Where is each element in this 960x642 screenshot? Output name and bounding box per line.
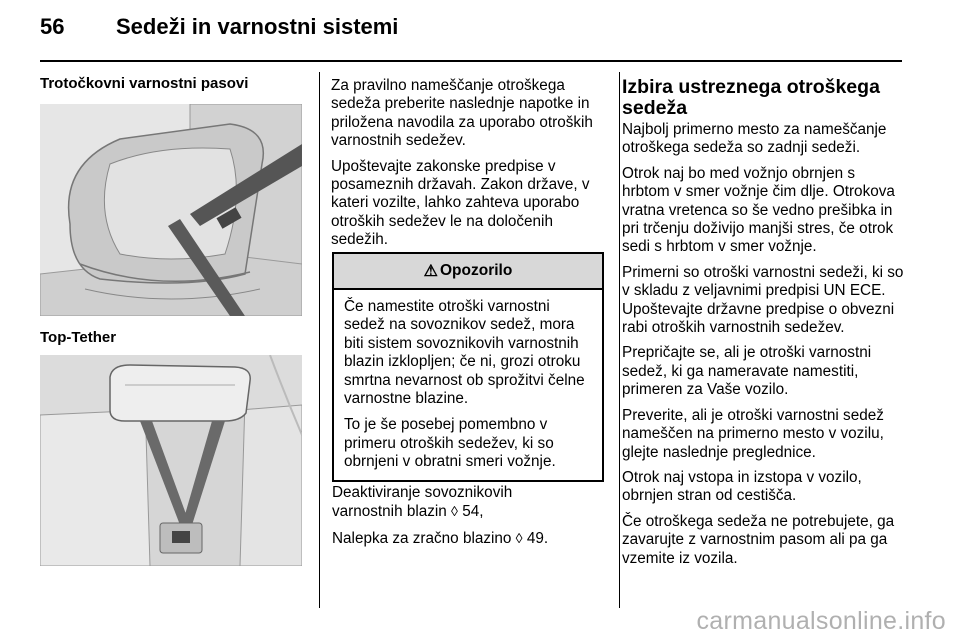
intro-paragraph: Za pravilno nameščanje otroškega sedeža preberite naslednje napotke in priložena navodila za uporabo otroških varnostnih sedežev. [331,77,593,150]
page-title: Sedeži in varnostni sistemi [116,14,399,39]
warning-triangle-icon: ⚠ [423,263,438,280]
section-heading-choosing-child-seat: Izbira ustreznega otroškega sedeža [622,76,880,119]
cross-reference-icon: ◊ [515,529,523,546]
section-heading-three-point-belts: Trotočkovni varnostni pasovi [40,75,249,92]
airbag-label-reference [332,529,612,548]
warning-header [334,254,602,290]
body-paragraph: Otrok naj bo med vožnjo obrnjen s hrbtom v smer vožnje čim dlje. Otrokova vratna vretenca so še vedno prešibka in pri trčenju doživijo manjši stres, če otrok sedi s hrbtom v smer vožnje. [622,164,895,256]
right-column-text [622,77,904,575]
body-paragraph: Najbolj primerno mesto za nameščanje otroškega sedeža so zadnji sedeži. [622,121,887,157]
reference-text: varnostnih blazin [332,503,447,521]
top-tether-illustration-svg [40,355,302,566]
header-rule [40,60,902,62]
reference-page-link[interactable]: 54, [462,503,484,521]
body-paragraph: Prepričajte se, ali je otroški varnostni sedež, ki ga nameravate namestiti, primeren za Vaše vozilo. [622,344,872,399]
warning-paragraph: Če namestite otroški varnostni sedež na sovoznikov sedež, mora biti sistem sovoznikovih varnostnih blazin izklopljen; če ni, grozi otroku smrtna nevarnost ob sprožitvi čelne varnostne blazine. [344,298,585,408]
column-divider-right [619,72,620,608]
child-seat-illustration-svg [40,104,302,316]
page-number: 56 [40,14,65,39]
warning-title: Opozorilo [440,262,513,279]
watermark: carmanualsonline.info [696,607,946,635]
cross-references [332,484,612,555]
top-tether-illustration [40,355,302,566]
cross-reference-icon: ◊ [451,503,458,520]
airbag-deactivation-reference [332,484,612,522]
reference-text: Nalepka za zračno blazino [332,529,512,547]
middle-column-text [331,77,611,257]
body-paragraph: Preverite, ali je otroški varnostni sedež nameščen na primerno mesto v vozilu, glejte naslednje preglednice. [622,406,884,461]
body-paragraph: Primerni so otroški varnostni sedeži, ki so v skladu z veljavnimi predpisi UN ECE. Upoštevajte državne predpise o obvezni rabi otroških varnostnih sedežev. [622,263,904,337]
column-divider-left [319,72,320,608]
warning-body [334,290,602,480]
reference-page-link[interactable]: 49. [526,529,549,547]
body-paragraph: Če otroškega sedeža ne potrebujete, ga zavarujte z varnostnim pasom ali pa ga vzemite iz vozila. [622,512,895,567]
warning-paragraph: To je še posebej pomembno v primeru otroških sedežev, ki so obrnjeni v obratni smeri vožnje. [344,416,556,471]
section-heading-top-tether: Top-Tether [40,329,117,346]
warning-box [332,252,604,482]
body-paragraph: Otrok naj vstopa in izstopa v vozilo, obrnjen stran od cestišča. [622,468,862,505]
child-seat-belt-illustration [40,104,302,316]
reference-text: Deaktiviranje sovoznikovih [332,484,513,501]
legal-paragraph: Upoštevajte zakonske predpise v posameznih državah. Zakon države, v kateri vozilte, lahko zahteva uporabo otroških sedežev le na določenih sedežih. [331,157,590,249]
